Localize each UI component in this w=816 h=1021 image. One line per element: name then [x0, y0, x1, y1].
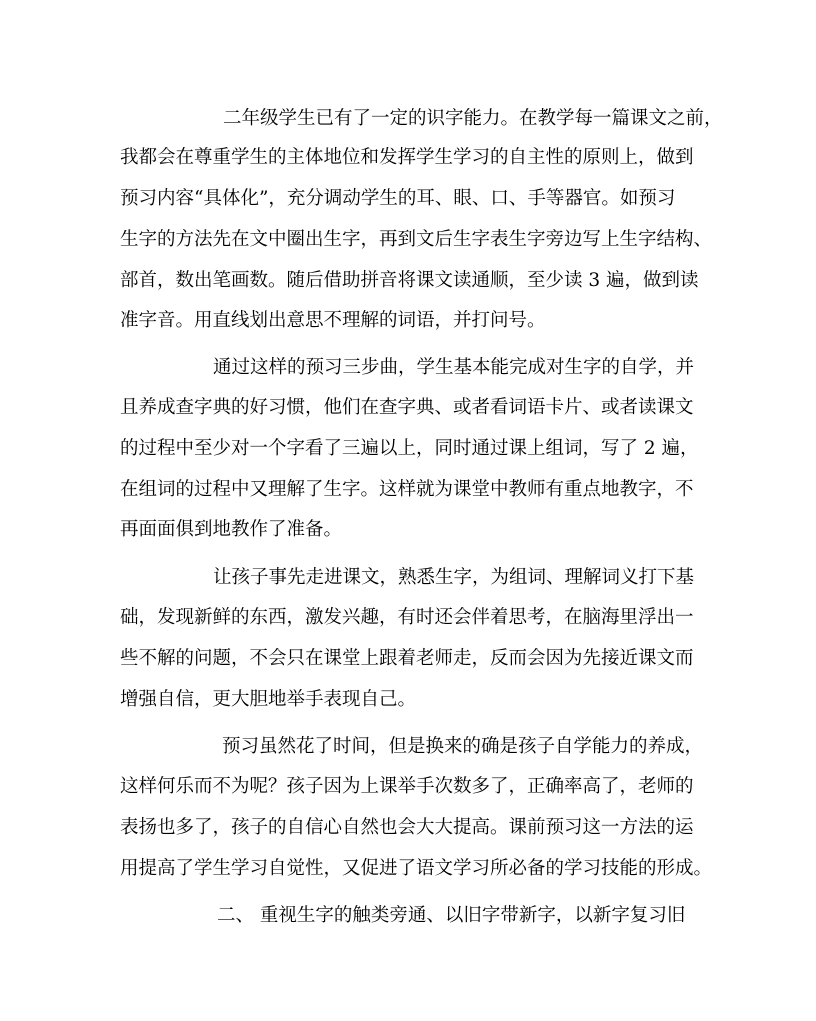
- paragraph-3-line-2: 础，发现新鲜的东西，激发兴趣，有时还会伴着思考，在脑海里浮出一: [120, 607, 694, 628]
- paragraph-4-line-1: 预习虽然花了时间，但是换来的确是孩子自学能力的养成，: [222, 736, 704, 757]
- paragraph-1-line-1: 二年级学生已有了一定的识字能力。在教学每一篇课文之前，: [223, 108, 723, 129]
- paragraph-1-line-2: 我都会在尊重学生的主体地位和发挥学生学习的自主性的原则上，做到: [120, 147, 694, 168]
- paragraph-1-line-4: 生字的方法先在文中圈出生字，再到文后生字表生字旁边写上生字结构、: [120, 229, 713, 250]
- paragraph-3-line-3: 些不解的问题，不会只在课堂上跟着老师走，反而会因为先接近课文而: [120, 648, 694, 669]
- section-heading-line: 二、 重视生字的触类旁通、以旧字带新字，以新字复习旧: [217, 905, 686, 926]
- paragraph-4-line-3: 表扬也多了，孩子的自信心自然也会大大提高。课前预习这一方法的运: [120, 817, 694, 838]
- paragraph-1-line-6: 准字音。用直线划出意思不理解的词语，并打问号。: [120, 310, 546, 331]
- paragraph-2-line-5: 再面面俱到地教作了准备。: [120, 519, 343, 540]
- paragraph-1-line-5: 部首，数出笔画数。随后借助拼音将课文读通顺，至少读 3 遍，做到读: [120, 270, 699, 291]
- paragraph-4-line-2: 这样何乐而不为呢？孩子因为上课举手次数多了，正确率高了，老师的: [120, 776, 694, 797]
- paragraph-4-line-4: 用提高了学生学习自觉性，又促进了语文学习所必备的学习技能的形成。: [120, 858, 713, 879]
- paragraph-2-line-2: 且养成查字典的好习惯，他们在查字典、或者看词语卡片、或者读课文: [120, 397, 694, 418]
- paragraph-1-line-3: 预习内容“具体化”，充分调动学生的耳、眼、口、手等器官。如预习: [120, 188, 676, 209]
- paragraph-3-line-4: 增强自信，更大胆地举手表现自己。: [120, 689, 417, 710]
- paragraph-2-line-1: 通过这样的预习三步曲，学生基本能完成对生字的自学，并: [213, 357, 695, 378]
- paragraph-2-line-4: 在组词的过程中又理解了生字。这样就为课堂中教师有重点地教字，不: [120, 479, 694, 500]
- paragraph-2-line-3: 的过程中至少对一个字看了三遍以上，同时通过课上组词，写了 2 遍，: [120, 438, 699, 459]
- paragraph-3-line-1: 让孩子事先走进课文，熟悉生字，为组词、理解词义打下基: [213, 567, 695, 588]
